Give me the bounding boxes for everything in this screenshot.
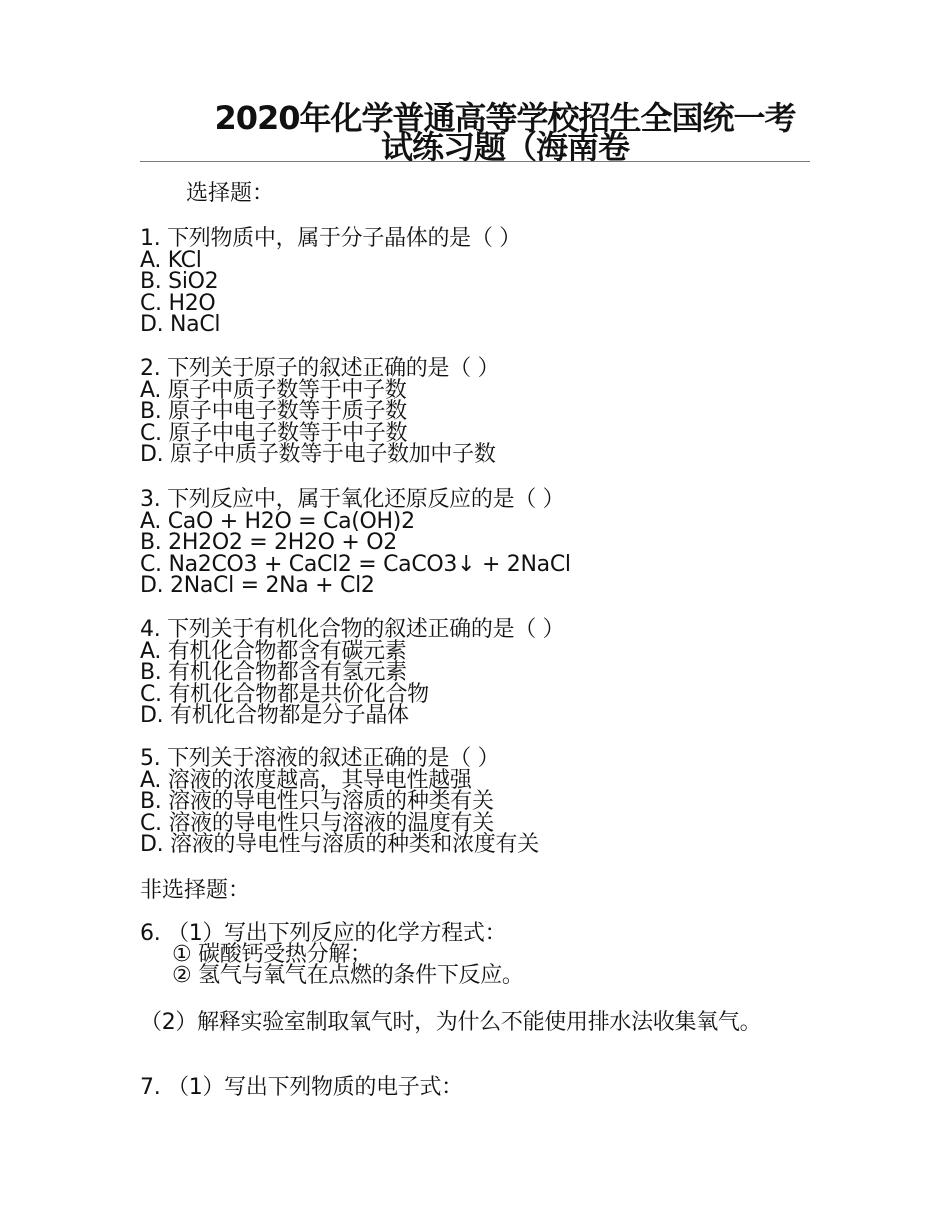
question-6-item-2: ② 氢气与氧气在点燃的条件下反应。 — [172, 963, 524, 988]
question-4 — [140, 619, 810, 727]
question-1 — [140, 228, 810, 336]
question-stem: 2. 下列关于原子的叙述正确的是（ ） — [140, 356, 500, 381]
section-heading-multiple-choice: 选择题： — [186, 181, 275, 206]
question-6 — [140, 923, 810, 986]
option-c: C. 溶液的导电性只与溶液的温度有关 — [140, 810, 494, 836]
option-d: D. 溶液的导电性与溶质的种类和浓度有关 — [140, 832, 539, 857]
question-6-item-1: ① 碳酸钙受热分解； — [172, 942, 372, 967]
option-c: C. 原子中电子数等于中子数 — [140, 420, 408, 446]
option-a: A. 有机化合物都含有碳元素 — [140, 638, 407, 664]
option-c: C. 有机化合物都是共价化合物 — [140, 681, 429, 707]
option-a: A. 原子中质子数等于中子数 — [140, 377, 407, 403]
option-d: D. 有机化合物都是分子晶体 — [140, 703, 409, 728]
option-b: B. 溶液的导电性只与溶质的种类有关 — [140, 789, 494, 814]
question-6-part-2: （2）解释实验室制取氧气时，为什么不能使用排水法收集氧气。 — [140, 1010, 762, 1035]
question-stem: 5. 下列关于溶液的叙述正确的是（ ） — [140, 746, 500, 771]
question-7-part-1: 7. （1）写出下列物质的电子式： — [140, 1075, 463, 1100]
page-title: 2020年化学普通高等学校招生全国统一考试练习题（海南卷 — [214, 99, 796, 166]
question-5 — [140, 748, 810, 856]
option-b: B. SiO2 — [140, 269, 219, 294]
question-2 — [140, 358, 810, 466]
question-stem: 4. 下列关于有机化合物的叙述正确的是（ ） — [140, 617, 565, 642]
option-b: B. 有机化合物都含有氢元素 — [140, 660, 407, 685]
question-6-part-2-block — [140, 1012, 810, 1033]
option-b: B. 原子中电子数等于质子数 — [140, 399, 407, 424]
option-a: A. CaO + H2O = Ca(OH)2 — [140, 508, 415, 534]
section-heading-free-response: 非选择题： — [140, 878, 251, 903]
option-c: C. H2O — [140, 290, 216, 316]
option-d: D. NaCl — [140, 312, 221, 337]
option-b: B. 2H2O2 = 2H2O + O2 — [140, 530, 397, 555]
question-6-part-1: 6. （1）写出下列反应的化学方程式： — [140, 921, 507, 946]
question-7 — [140, 1077, 810, 1098]
option-a: A. 溶液的浓度越高，其导电性越强 — [140, 767, 472, 793]
option-d: D. 2NaCl = 2Na + Cl2 — [140, 573, 375, 598]
title-underline — [140, 161, 810, 162]
option-a: A. KCl — [140, 247, 202, 273]
question-stem: 3. 下列反应中，属于氧化还原反应的是（ ） — [140, 487, 565, 512]
option-d: D. 原子中质子数等于电子数加中子数 — [140, 442, 496, 467]
option-c: C. Na2CO3 + CaCl2 = CaCO3↓ + 2NaCl — [140, 551, 571, 577]
question-3 — [140, 489, 810, 597]
question-stem: 1. 下列物质中，属于分子晶体的是（ ） — [140, 226, 521, 251]
